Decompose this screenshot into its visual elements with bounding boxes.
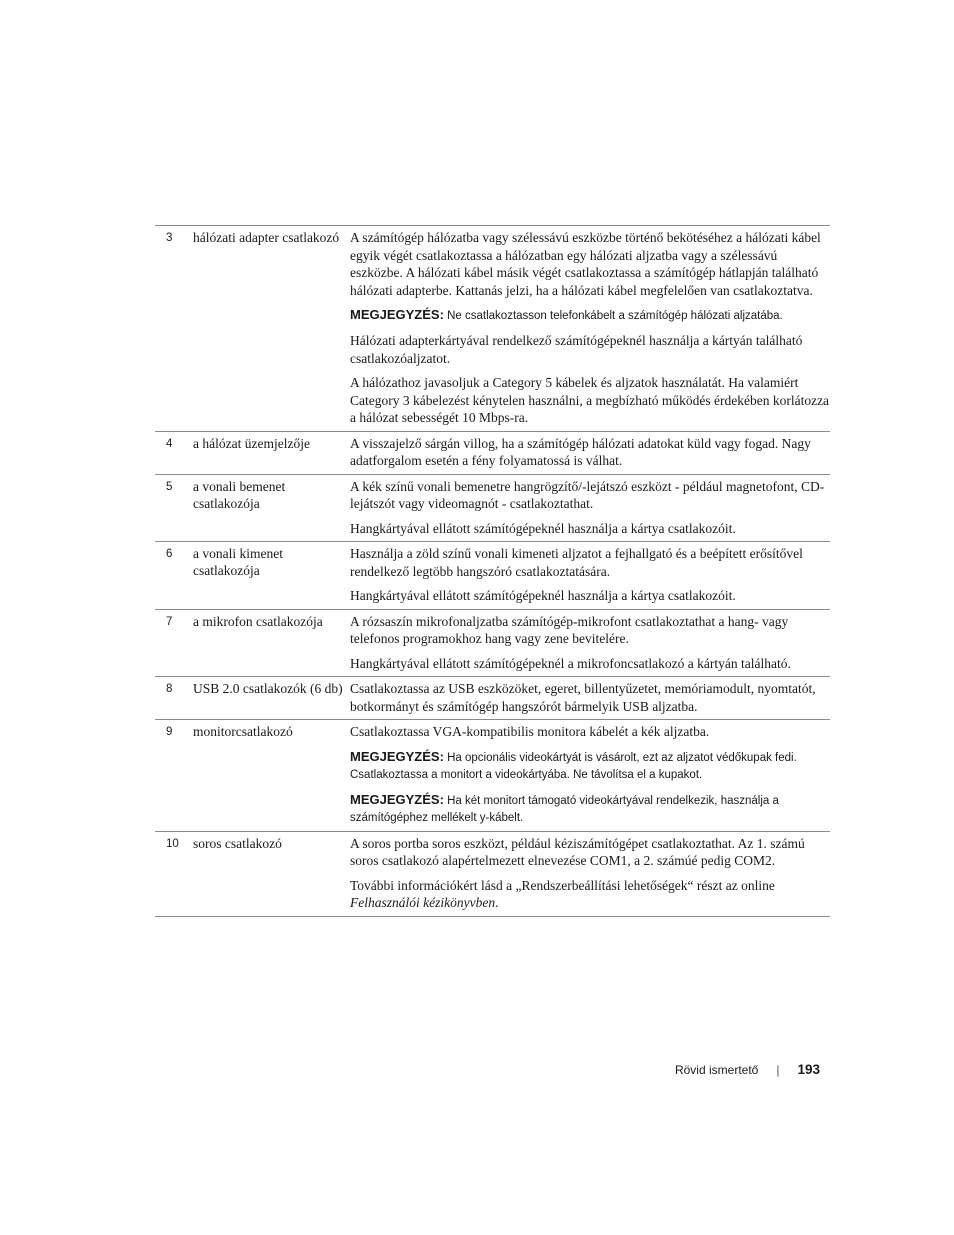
connector-name: a vonali bemenet csatlakozója bbox=[193, 478, 286, 511]
note-label: MEGJEGYZÉS: bbox=[350, 748, 444, 764]
table-row bbox=[155, 720, 830, 832]
table-row bbox=[155, 432, 830, 475]
connector-description bbox=[350, 835, 830, 912]
row-number: 3 bbox=[166, 232, 173, 244]
connector-description bbox=[350, 545, 830, 605]
footer-separator: | bbox=[776, 1062, 780, 1077]
row-number: 10 bbox=[166, 837, 179, 850]
section-title: Rövid ismertető bbox=[674, 1062, 759, 1077]
row-number: 5 bbox=[166, 480, 173, 493]
description-paragraph: A kék színű vonali bemenetre hangrögzítő/-lejátszó eszközt - például magnetofont, CD-lejátszót vagy videomagnót - csatlakoztathat. bbox=[350, 478, 825, 511]
description-paragraph: A hálózathoz javasoljuk a Category 5 kábelek és aljzatok használatát. Ha valamiért Category 3 kábelezést kénytelen használni, a megbízható működés érdekében korlátozza a hálózat sebességét 10 Mbps-ra. bbox=[350, 375, 830, 425]
page-footer bbox=[675, 1062, 820, 1077]
description-paragraph: Csatlakoztassa az USB eszközöket, egeret, billentyűzetet, memóriamodult, nyomtatót, botkormányt és számítógép hangszórót bármelyik USB aljzatba. bbox=[350, 681, 816, 714]
connector-name: a hálózat üzemjelzője bbox=[193, 435, 310, 451]
table-row bbox=[155, 226, 830, 432]
description-paragraph: A rózsaszín mikrofonaljzatba számítógép-mikrofont csatlakoztathat a hang- vagy telefonos programokhoz hang vagy zene bevitelére. bbox=[350, 613, 789, 646]
connector-name: a mikrofon csatlakozója bbox=[193, 613, 323, 629]
connector-name: a vonali kimenet csatlakozója bbox=[193, 546, 283, 578]
manual-title: Felhasználói kézikönyvben bbox=[350, 895, 496, 910]
page-number: 193 bbox=[797, 1062, 820, 1077]
row-number: 9 bbox=[166, 726, 173, 738]
connector-description bbox=[350, 723, 830, 827]
description-paragraph: Hangkártyával ellátott számítógépeknél használja a kártya csatlakozóit. bbox=[350, 588, 736, 603]
connector-description bbox=[350, 478, 830, 538]
description-paragraph: A soros portba soros eszközt, például kéziszámítógépet csatlakoztathat. Az 1. számú soros csatlakozó alapértelmezett elnevezése COM1, a 2. számúé pedig COM2. bbox=[350, 835, 805, 868]
description-paragraph: A számítógép hálózatba vagy szélessávú eszközbe történő bekötéséhez a hálózati kábel egyik végét csatlakoztassa a hálózatban egy hálózati aljzatba vagy a szélessávú eszközbe. A hálózati kábel másik végét csatlakoztassa a számítógép hátlapján található hálózati adapterbe. Kattanás jelzi, ha a hálózati kábel megfelelően van csatlakoztatva. bbox=[350, 230, 821, 298]
description-paragraph bbox=[350, 877, 830, 912]
note-label: MEGJEGYZÉS: bbox=[350, 791, 444, 807]
table-row bbox=[155, 475, 830, 543]
table-row bbox=[155, 610, 830, 678]
note-text: Ne csatlakoztasson telefonkábelt a számítógép hálózati aljzatába. bbox=[443, 310, 783, 322]
description-text: További információkért lásd a „Rendszerbeállítási lehetőségek“ részt az online bbox=[350, 877, 775, 893]
description-text-end: . bbox=[495, 895, 499, 910]
row-number: 8 bbox=[166, 683, 173, 695]
description-paragraph: Hangkártyával ellátott számítógépeknél használja a kártya csatlakozóit. bbox=[350, 520, 736, 536]
connector-table bbox=[155, 225, 830, 917]
connector-description bbox=[350, 229, 830, 427]
note bbox=[350, 791, 830, 827]
description-paragraph: Használja a zöld színű vonali kimeneti aljzatot a fejhallgató és a beépített erősítővel rendelkező legtöbb hangszóró csatlakoztatására. bbox=[350, 546, 803, 579]
note-text: Ha opcionális videokártyát is vásárolt, ezt az aljzatot védőkupak fedi. Csatlakoztassa a monitort a videokártyába. Ne távolítsa el a kupakot. bbox=[350, 751, 797, 781]
note bbox=[350, 306, 830, 325]
table-row bbox=[155, 832, 830, 917]
connector-description bbox=[350, 435, 830, 470]
note bbox=[350, 748, 830, 784]
description-paragraph: Hálózati adapterkártyával rendelkező számítógépeknél használja a kártyán található csatlakozóaljzatot. bbox=[350, 333, 803, 366]
row-number: 4 bbox=[166, 437, 173, 450]
connector-description bbox=[350, 613, 830, 673]
note-text: Ha két monitort támogató videokártyával rendelkezik, használja a számítógéphez mellékelt y-kábelt. bbox=[350, 794, 779, 824]
connector-name: hálózati adapter csatlakozó bbox=[193, 230, 340, 245]
description-paragraph: Csatlakoztassa VGA-kompatibilis monitora kábelét a kék aljzatba. bbox=[350, 724, 710, 739]
row-number: 6 bbox=[166, 548, 173, 560]
description-paragraph: Hangkártyával ellátott számítógépeknél a mikrofoncsatlakozó a kártyán található. bbox=[350, 655, 791, 671]
row-number: 7 bbox=[166, 615, 173, 628]
table-row bbox=[155, 542, 830, 610]
note-label: MEGJEGYZÉS: bbox=[350, 307, 444, 322]
description-paragraph: A visszajelző sárgán villog, ha a számítógép hálózati adatokat küld vagy fogad. Nagy adatforgalom esetén a fény folyamatossá is válhat. bbox=[350, 435, 811, 468]
connector-name: monitorcsatlakozó bbox=[193, 724, 293, 739]
connector-name: USB 2.0 csatlakozók (6 db) bbox=[193, 681, 343, 696]
connector-description bbox=[350, 680, 830, 715]
connector-name: soros csatlakozó bbox=[193, 835, 282, 851]
table-row bbox=[155, 677, 830, 720]
